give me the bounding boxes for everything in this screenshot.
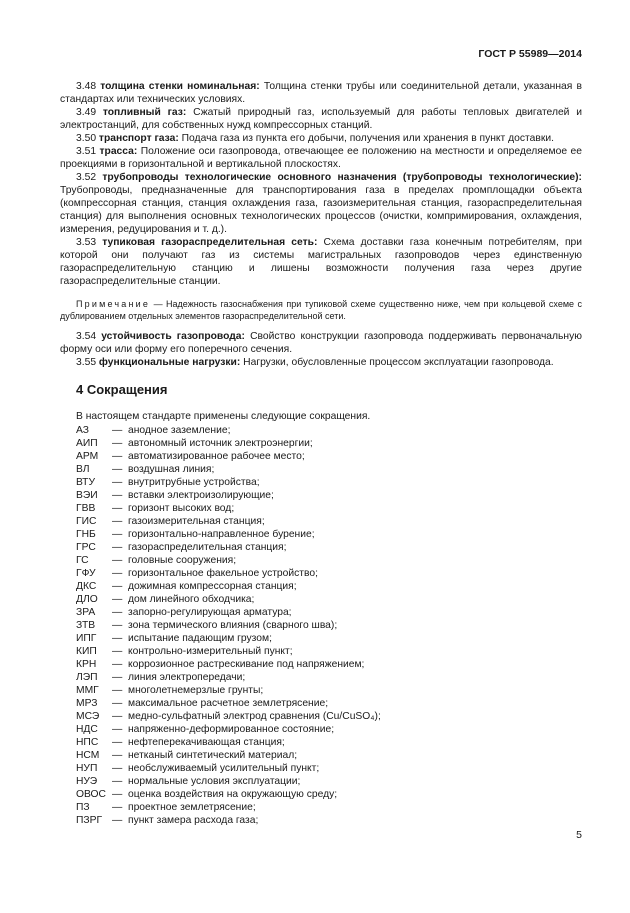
abbreviation-dash: — bbox=[112, 802, 123, 813]
definition-text: Свойство конструкции газопровода поддерживать первоначальную форму оси или форму его поперечного сечения. bbox=[60, 331, 582, 355]
abbreviation: ПЗ bbox=[76, 802, 90, 813]
page-body bbox=[60, 80, 582, 827]
abbreviation-description: горизонтальное факельное устройство; bbox=[128, 568, 318, 579]
abbreviation-dash: — bbox=[112, 750, 123, 761]
abbreviation: НСМ bbox=[76, 750, 100, 761]
abbreviation: ММГ bbox=[76, 685, 99, 696]
definition bbox=[60, 330, 582, 356]
abbreviation-dash: — bbox=[112, 438, 123, 449]
abbreviation-description: медно-сульфатный электрод сравнения (Cu/CuSO₄); bbox=[128, 711, 381, 722]
abbreviation: ГИС bbox=[76, 516, 97, 527]
abbreviation-row bbox=[60, 593, 582, 606]
abbreviation-dash: — bbox=[112, 763, 123, 774]
abbreviation: ЛЭП bbox=[76, 672, 98, 683]
abbreviation-row bbox=[60, 528, 582, 541]
abbreviation-description: испытание падающим грузом; bbox=[128, 633, 272, 644]
abbreviation: МРЗ bbox=[76, 698, 98, 709]
abbreviation-dash: — bbox=[112, 542, 123, 553]
abbreviation: НУП bbox=[76, 763, 98, 774]
definition-term: трасса: bbox=[99, 146, 138, 157]
abbreviation-description: газоизмерительная станция; bbox=[128, 516, 265, 527]
abbreviation-dash: — bbox=[112, 685, 123, 696]
abbreviation-dash: — bbox=[112, 659, 123, 670]
abbreviation-dash: — bbox=[112, 451, 123, 462]
abbreviation-dash: — bbox=[112, 555, 123, 566]
abbreviation: ДЛО bbox=[76, 594, 98, 605]
abbreviation: АЗ bbox=[76, 425, 89, 436]
abbreviation-description: коррозионное растрескивание под напряжением; bbox=[128, 659, 365, 670]
definition-term: трубопроводы технологические основного назначения (трубопроводы технологические): bbox=[102, 172, 582, 183]
abbreviation-row bbox=[60, 749, 582, 762]
abbreviation: ГНБ bbox=[76, 529, 96, 540]
abbreviation-dash: — bbox=[112, 646, 123, 657]
abbreviation-row bbox=[60, 658, 582, 671]
definition-text: Толщина стенки трубы или соединительной детали, указанная в стандартах или технических условиях. bbox=[60, 81, 582, 105]
abbreviation: ИПГ bbox=[76, 633, 97, 644]
abbreviation-description: зона термического влияния (сварного шва); bbox=[128, 620, 338, 631]
definition-term: устойчивость газопровода: bbox=[101, 331, 245, 342]
abbreviation-dash: — bbox=[112, 516, 123, 527]
abbreviation: АИП bbox=[76, 438, 98, 449]
definition bbox=[60, 106, 582, 132]
abbreviation: ЗРА bbox=[76, 607, 96, 618]
definition bbox=[60, 236, 582, 288]
abbreviation-dash: — bbox=[112, 607, 123, 618]
abbreviation-description: нефтеперекачивающая станция; bbox=[128, 737, 285, 748]
abbreviation: ВЛ bbox=[76, 464, 90, 475]
abbreviation-dash: — bbox=[112, 672, 123, 683]
abbreviation-description: напряженно-деформированное состояние; bbox=[128, 724, 335, 735]
section-title: 4 Сокращения bbox=[76, 382, 168, 397]
abbreviation-row bbox=[60, 645, 582, 658]
abbreviation-description: головные сооружения; bbox=[128, 555, 237, 566]
abbreviation-dash: — bbox=[112, 594, 123, 605]
definition-number: 3.51 bbox=[76, 146, 97, 157]
definition bbox=[60, 145, 582, 171]
definition bbox=[60, 171, 582, 236]
abbreviation-dash: — bbox=[112, 490, 123, 501]
abbreviation: КИП bbox=[76, 646, 97, 657]
definition-text: Положение оси газопровода, отвечающее ее положению на местности и определяемое ее проекциями в горизонтальной и вертикальной плоскостях. bbox=[60, 146, 582, 170]
abbreviation-row bbox=[60, 606, 582, 619]
definition-number: 3.49 bbox=[76, 107, 97, 118]
abbreviation-row bbox=[60, 502, 582, 515]
abbreviation-dash: — bbox=[112, 737, 123, 748]
abbreviation-row bbox=[60, 476, 582, 489]
abbreviation-description: воздушная линия; bbox=[128, 464, 215, 475]
abbreviation-description: необслуживаемый усилительный пункт; bbox=[128, 763, 320, 774]
abbreviation-dash: — bbox=[112, 698, 123, 709]
abbreviation-row bbox=[60, 489, 582, 502]
abbreviation: ПЗРГ bbox=[76, 815, 103, 826]
abbreviation-dash: — bbox=[112, 581, 123, 592]
abbreviation-dash: — bbox=[112, 776, 123, 787]
abbreviation-row bbox=[60, 814, 582, 827]
abbreviation-row bbox=[60, 710, 582, 723]
definitions-block-2 bbox=[60, 330, 582, 369]
page-number: 5 bbox=[576, 829, 582, 841]
definition-number: 3.54 bbox=[76, 331, 97, 342]
abbreviation: НДС bbox=[76, 724, 98, 735]
definition-term: тупиковая газораспределительная сеть: bbox=[102, 237, 318, 248]
section-intro: В настоящем стандарте применены следующие сокращения. bbox=[76, 411, 371, 422]
abbreviation-row bbox=[60, 788, 582, 801]
abbreviation-description: автоматизированное рабочее место; bbox=[128, 451, 305, 462]
abbreviation-row bbox=[60, 424, 582, 437]
abbreviation-row bbox=[60, 515, 582, 528]
abbreviation-description: газораспределительная станция; bbox=[128, 542, 287, 553]
abbreviation: НУЭ bbox=[76, 776, 98, 787]
abbreviation-description: линия электропередачи; bbox=[128, 672, 246, 683]
abbreviation-description: проектное землетрясение; bbox=[128, 802, 256, 813]
abbreviation: ГФУ bbox=[76, 568, 96, 579]
abbreviation-description: вставки электроизолирующие; bbox=[128, 490, 274, 501]
definitions-block bbox=[60, 80, 582, 288]
abbreviation-row bbox=[60, 580, 582, 593]
definition-number: 3.50 bbox=[76, 133, 97, 144]
abbreviation-dash: — bbox=[112, 568, 123, 579]
abbreviation: КРН bbox=[76, 659, 97, 670]
definition bbox=[60, 132, 582, 145]
abbreviation-description: горизонтально-направленное бурение; bbox=[128, 529, 315, 540]
abbreviation-description: внутритрубные устройства; bbox=[128, 477, 260, 488]
abbreviation-row bbox=[60, 697, 582, 710]
abbreviation-row bbox=[60, 801, 582, 814]
definition-number: 3.52 bbox=[76, 172, 97, 183]
abbreviation: МСЭ bbox=[76, 711, 100, 722]
abbreviation-dash: — bbox=[112, 425, 123, 436]
abbreviation-description: многолетнемерзлые грунты; bbox=[128, 685, 264, 696]
abbreviation-list bbox=[60, 424, 582, 827]
definition-number: 3.53 bbox=[76, 237, 97, 248]
note bbox=[60, 298, 582, 322]
abbreviation: НПС bbox=[76, 737, 99, 748]
abbreviation-description: дожимная компрессорная станция; bbox=[128, 581, 297, 592]
abbreviation-description: анодное заземление; bbox=[128, 425, 231, 436]
definition-text: Трубопроводы, предназначенные для транспортирования газа в пределах промплощадки объекта (компрессорная станция, станция охлаждения газа, газоизмерительная станция, газораспределительная станция) для выполнения основных технологических процессов (очистки, компримирования, охлаждения, измерения, редуцирования и т. д.). bbox=[60, 185, 582, 235]
abbreviation-description: контрольно-измерительный пункт; bbox=[128, 646, 293, 657]
definition-number: 3.55 bbox=[76, 357, 97, 368]
abbreviation: ВТУ bbox=[76, 477, 96, 488]
abbreviation-description: максимальное расчетное землетрясение; bbox=[128, 698, 329, 709]
abbreviation-description: оценка воздействия на окружающую среду; bbox=[128, 789, 338, 800]
definition bbox=[60, 356, 582, 369]
abbreviation-row bbox=[60, 437, 582, 450]
abbreviation-description: запорно-регулирующая арматура; bbox=[128, 607, 292, 618]
abbreviation-dash: — bbox=[112, 789, 123, 800]
abbreviation: ОВОС bbox=[76, 789, 106, 800]
abbreviation-row bbox=[60, 736, 582, 749]
abbreviation: ЗТВ bbox=[76, 620, 96, 631]
abbreviation-dash: — bbox=[112, 477, 123, 488]
definition-term: толщина стенки номинальная: bbox=[100, 81, 260, 92]
abbreviation-dash: — bbox=[112, 711, 123, 722]
definition-term: функциональные нагрузки: bbox=[98, 357, 241, 368]
definition bbox=[60, 80, 582, 106]
abbreviation-row bbox=[60, 541, 582, 554]
abbreviation-row bbox=[60, 450, 582, 463]
abbreviation: ДКС bbox=[76, 581, 97, 592]
abbreviation-dash: — bbox=[112, 464, 123, 475]
abbreviation-row bbox=[60, 762, 582, 775]
abbreviation-description: пункт замера расхода газа; bbox=[128, 815, 259, 826]
abbreviation-dash: — bbox=[112, 633, 123, 644]
abbreviation-dash: — bbox=[112, 503, 123, 514]
definition-term: топливный газ: bbox=[102, 107, 187, 118]
abbreviation-description: дом линейного обходчика; bbox=[128, 594, 255, 605]
abbreviation-dash: — bbox=[112, 815, 123, 826]
abbreviation-row bbox=[60, 723, 582, 736]
definition-term: транспорт газа: bbox=[98, 133, 179, 144]
definition-text: Нагрузки, обусловленные процессом эксплуатации газопровода. bbox=[243, 357, 554, 368]
abbreviation-description: горизонт высоких вод; bbox=[128, 503, 235, 514]
abbreviation-row bbox=[60, 632, 582, 645]
abbreviation-description: автономный источник электроэнергии; bbox=[128, 438, 313, 449]
abbreviation-dash: — bbox=[112, 529, 123, 540]
abbreviation-row bbox=[60, 463, 582, 476]
note-text: — Надежность газоснабжения при тупиковой схеме существенно ниже, чем при кольцевой схеме с дублированием отдельных элементов газораспределительной сети. bbox=[60, 299, 582, 321]
definition-text: Подача газа из пункта его добычи, получения или хранения в пункт доставки. bbox=[181, 133, 554, 144]
abbreviation-row bbox=[60, 684, 582, 697]
abbreviation: ВЭИ bbox=[76, 490, 98, 501]
abbreviation-row bbox=[60, 567, 582, 580]
abbreviation-description: нетканый синтетический материал; bbox=[128, 750, 298, 761]
definition-number: 3.48 bbox=[76, 81, 97, 92]
abbreviation-dash: — bbox=[112, 620, 123, 631]
abbreviation-row bbox=[60, 671, 582, 684]
standard-header: ГОСТ Р 55989—2014 bbox=[478, 48, 582, 60]
definition-text: Схема доставки газа конечным потребителям, при которой они получают газ из системы магистральных газопроводов через единственную газораспределительную станцию и лишены возможности получения газа через другие газораспределительные станции. bbox=[60, 237, 582, 287]
note-label: Примечание bbox=[76, 299, 151, 309]
abbreviation: ГВВ bbox=[76, 503, 96, 514]
abbreviation-dash: — bbox=[112, 724, 123, 735]
abbreviation: ГРС bbox=[76, 542, 96, 553]
abbreviation: ГС bbox=[76, 555, 89, 566]
abbreviation-row bbox=[60, 554, 582, 567]
abbreviation-row bbox=[60, 775, 582, 788]
abbreviation: АРМ bbox=[76, 451, 99, 462]
abbreviation-description: нормальные условия эксплуатации; bbox=[128, 776, 301, 787]
abbreviation-row bbox=[60, 619, 582, 632]
definition-text: Сжатый природный газ, используемый для работы тепловых двигателей и электростанций, для собственных нужд компрессорных станций. bbox=[60, 107, 582, 131]
